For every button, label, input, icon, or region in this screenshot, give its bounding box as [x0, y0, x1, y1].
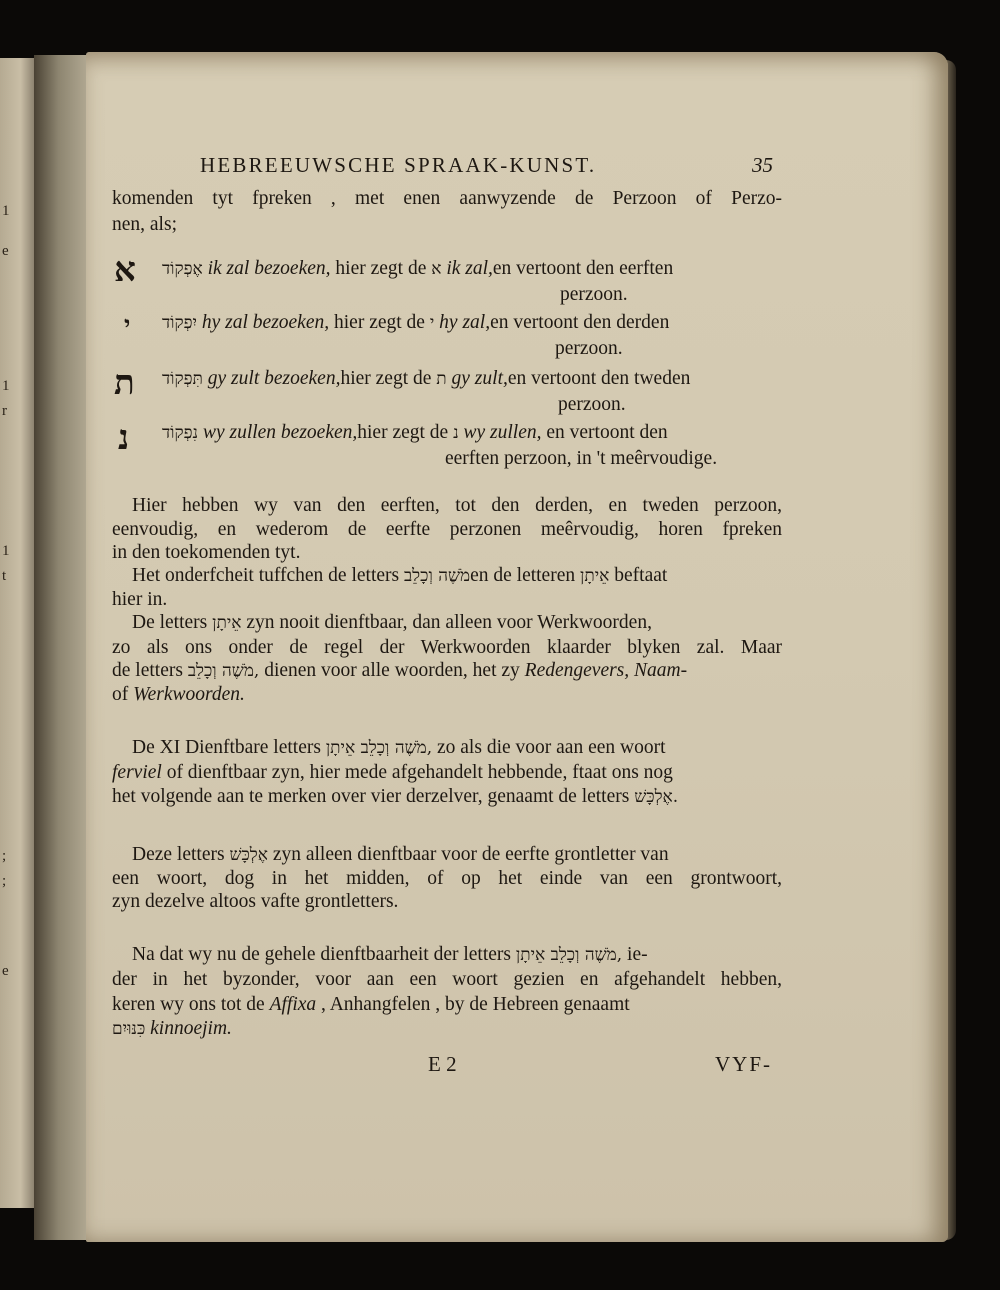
example-row: [162, 312, 669, 334]
signature-mark: E 2: [428, 1052, 457, 1076]
hebrew-word: אֵיתָן: [212, 613, 242, 633]
para3-line-2: zo als ons onder de regel der Werkwoorden klaarder blyken zal. Maar: [112, 637, 782, 658]
hebrew-letter: נ: [453, 423, 459, 443]
margin-fragment: 1: [2, 378, 10, 394]
text: de letters: [112, 660, 183, 681]
hebrew-word: תִּפְקוֹד: [162, 369, 203, 389]
italic-text: kinnoejim.: [150, 1018, 232, 1039]
para5-line-2: een woort, dog in het midden, of op het einde van een grontwoort,: [112, 868, 782, 889]
page-number: 35: [752, 153, 773, 177]
text: Deze letters: [132, 844, 225, 865]
hebrew-word: מֹשֶׁה וְכָלֵב אֵיתָן,: [325, 738, 433, 758]
hebrew-word: אֶלְכָּשׁ.: [634, 787, 679, 807]
para2-line-2: hier in.: [112, 589, 168, 610]
text: dienen voor alle woorden, het zy: [264, 660, 520, 681]
hebrew-letter: י: [429, 313, 435, 333]
adjacent-page-edge: [0, 58, 34, 1208]
hebrew-letter: א: [431, 259, 442, 279]
text: zyn alleen dienftbaar voor de eerfte grontletter van: [272, 844, 669, 865]
margin-fragment: ;: [2, 848, 7, 864]
para6-line-1: [132, 944, 648, 966]
para5-line-3: zyn dezelve altoos vafte grontletters.: [112, 891, 399, 912]
para3-line-1: [132, 612, 652, 634]
text: of dienftbaar zyn, hier mede afgehandelt hebbende, ftaat ons nog: [166, 762, 673, 783]
text: zyn nooit dienftbaar, dan alleen voor Werkwoorden,: [246, 612, 652, 633]
para1-line-1: Hier hebben wy van den eerften, tot den derden, en tweden perzoon,: [132, 495, 782, 516]
example-line-2: perzoon.: [560, 284, 628, 305]
example-gloss: gy zult,: [451, 368, 508, 389]
para1-line-2: eenvoudig, en wederom de eerfte perzonen meêrvoudig, horen fpreken: [112, 519, 782, 540]
hebrew-word: מֹשֶׁה וְכָלֵב אֵיתָן,: [515, 945, 623, 965]
example-gloss: hy zal bezoeken,: [201, 312, 330, 333]
italic-text: Affixa: [269, 994, 317, 1015]
example-gloss: wy zullen bezoeken,: [202, 422, 358, 443]
margin-fragment: r: [2, 403, 7, 419]
italic-text: Werkwoorden.: [133, 684, 245, 705]
hebrew-word: נִפְקוֹד: [162, 423, 199, 443]
example-text: hier zegt de: [334, 312, 425, 333]
example-row: [162, 258, 673, 280]
hebrew-word: אֶפְקוֹד: [162, 259, 203, 279]
example-gloss: gy zult bezoeken,: [207, 368, 341, 389]
margin-fragment: e: [2, 963, 9, 979]
text: of: [112, 684, 129, 705]
intro-line-2: nen, als;: [112, 214, 177, 235]
intro-line-1: komenden tyt fpreken , met enen aanwyzende de Perzoon of Perzo-: [112, 188, 782, 209]
running-title: HEBREEUWSCHE SPRAAK-KUNST.: [200, 153, 597, 177]
para6-line-3: [112, 994, 630, 1016]
text: De letters: [132, 612, 208, 633]
example-gloss: ik zal,: [446, 258, 493, 279]
hebrew-word: אֶלְכָּשׁ: [229, 845, 268, 865]
example-text: en vertoont den tweden: [507, 368, 691, 389]
margin-fragment: e: [2, 243, 9, 259]
text: zo als die voor aan een woort: [437, 737, 666, 758]
example-text: hier zegt de: [357, 422, 449, 443]
margin-fragment: 1: [2, 543, 10, 559]
hebrew-word: אֵיתָן: [580, 566, 610, 586]
text: beftaat: [614, 565, 668, 586]
example-row: [162, 422, 668, 444]
para5-line-1: [132, 844, 669, 866]
example-text: en vertoont den eerften: [492, 258, 674, 279]
para2-line-1: [132, 565, 667, 587]
hebrew-word: מֹשֶׁה וְכָלֵב,: [187, 661, 260, 681]
text: , Anhangfelen , by de Hebreen genaamt: [321, 994, 630, 1015]
big-letter-aleph: א: [114, 250, 136, 290]
text: Het onderfcheit tuffchen de letters: [132, 565, 400, 586]
text: De XI Dienftbare letters: [132, 737, 321, 758]
example-row: [162, 368, 690, 390]
catchword: VYF-: [715, 1052, 773, 1076]
big-letter-tav: ת: [114, 363, 135, 403]
example-gloss: hy zal,: [439, 312, 491, 333]
example-gloss: wy zullen,: [463, 422, 542, 443]
example-line-2: perzoon.: [555, 338, 623, 359]
text: en de letteren: [470, 565, 576, 586]
example-text: hier zegt de: [335, 258, 427, 279]
para3-line-3: [112, 660, 687, 682]
text: Na dat wy nu de gehele dienftbaarheit der letters: [132, 944, 512, 965]
example-text: hier zegt de: [340, 368, 432, 389]
example-text: en vertoont den: [546, 422, 668, 443]
big-letter-yod: י: [124, 310, 131, 339]
para6-line-2: der in het byzonder, voor aan een woort gezien en afgehandelt hebben,: [112, 969, 782, 990]
para4-line-1: [132, 737, 666, 759]
italic-text: ferviel: [112, 762, 162, 783]
example-text: en vertoont den derden: [490, 312, 670, 333]
example-line-2: perzoon.: [558, 394, 626, 415]
example-gloss: ik zal bezoeken,: [207, 258, 331, 279]
text: ie-: [627, 944, 648, 965]
hebrew-word: כִּנּוּיִם: [112, 1019, 146, 1039]
example-line-2: eerften perzoon, in 't meêrvoudige.: [445, 448, 718, 469]
italic-text: Redengevers, Naam-: [524, 660, 688, 681]
text: keren wy ons tot de: [112, 994, 265, 1015]
para4-line-2: [112, 762, 673, 784]
hebrew-letter: ת: [436, 369, 447, 389]
para6-line-4: [112, 1018, 232, 1040]
margin-fragment: ;: [2, 873, 7, 889]
hebrew-word: יִפְקוֹד: [162, 313, 197, 333]
big-letter-nun: נ: [118, 418, 130, 458]
text: het volgende aan te merken over vier derzelver, genaamt de letters: [112, 786, 630, 807]
para1-line-3: in den toekomenden tyt.: [112, 542, 301, 563]
margin-fragment: t: [2, 568, 7, 584]
margin-fragment: 1: [2, 203, 10, 219]
para3-line-4: [112, 684, 245, 706]
para4-line-3: [112, 786, 678, 808]
hebrew-word: מֹשֶׁה וְכָלֵב: [403, 566, 471, 586]
